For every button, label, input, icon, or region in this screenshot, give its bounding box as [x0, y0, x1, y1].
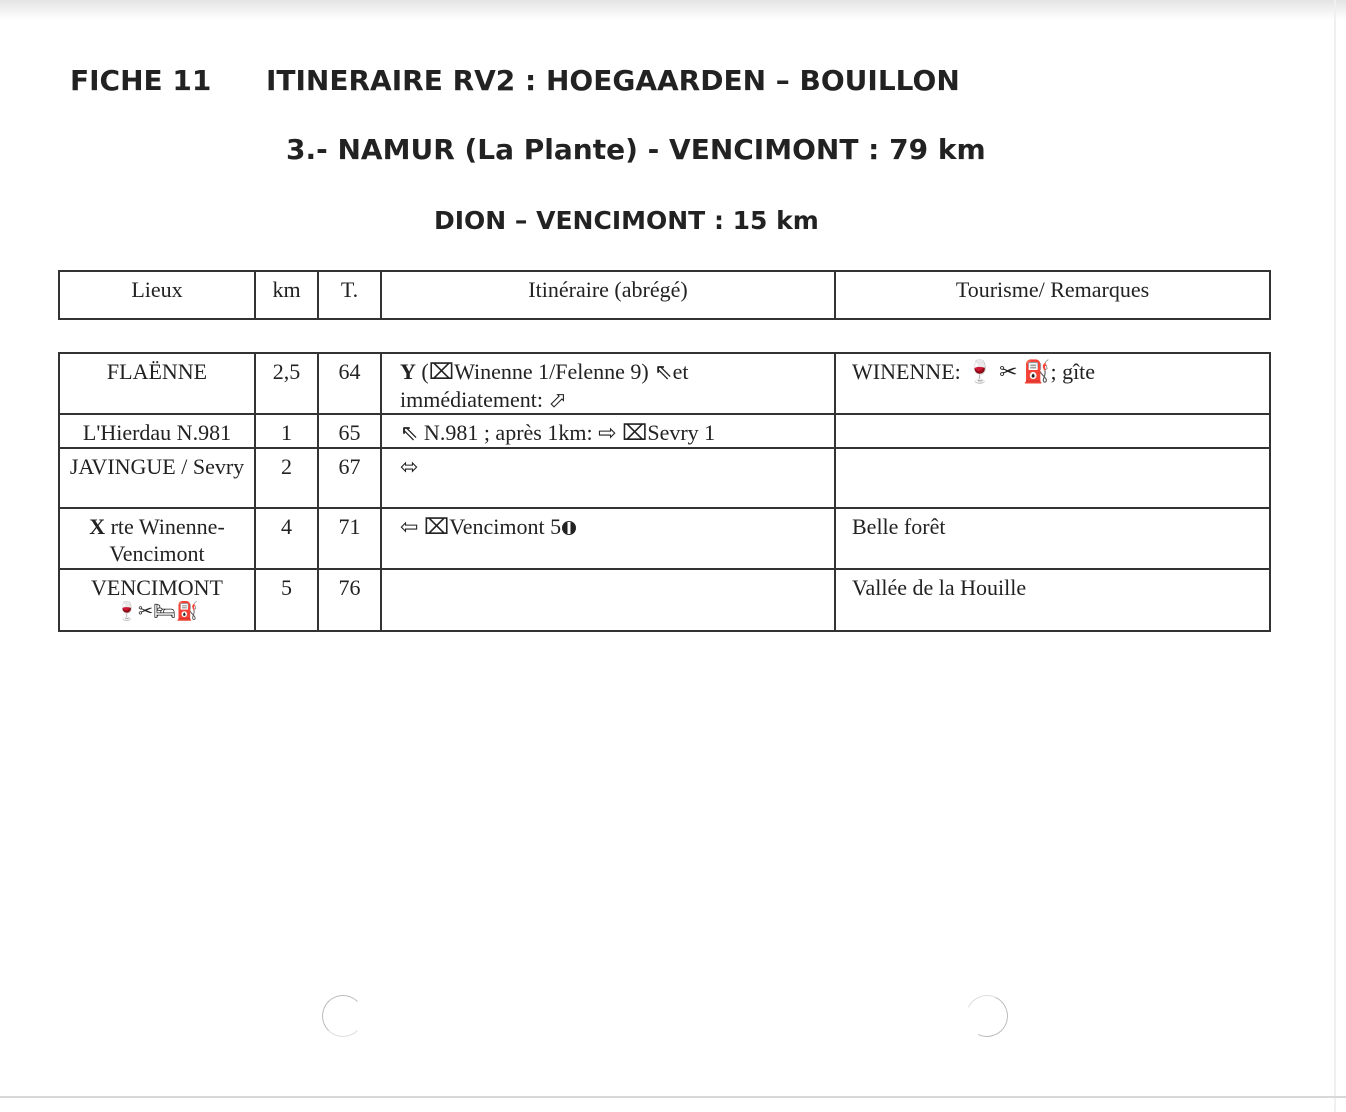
- header-t: T.: [318, 271, 381, 319]
- cell-itineraire: ⇖ N.981 ; après 1km: ⇨ ⌧Sevry 1: [381, 414, 835, 448]
- cell-km: 1: [255, 414, 318, 448]
- table-row: [59, 569, 1270, 631]
- cell-t: 67: [318, 448, 381, 508]
- cell-itineraire: [381, 508, 835, 569]
- cell-tourisme: Vallée de la Houille: [835, 569, 1270, 631]
- cell-itineraire: [381, 353, 835, 414]
- page-edge: [1334, 0, 1336, 1112]
- column-header-table: [58, 270, 1271, 320]
- scan-shadow: [0, 0, 1346, 20]
- lieu-text: VENCIMONT: [91, 574, 223, 600]
- cell-km: 2: [255, 448, 318, 508]
- crossroads-marker: X: [89, 513, 106, 539]
- junction-marker: Y: [400, 359, 416, 384]
- cell-lieu: L'Hierdau N.981: [59, 414, 255, 448]
- section-title: DION – VENCIMONT : 15 km: [434, 206, 819, 235]
- cell-tourisme: WINENNE: 🍷 ✂ ⛽; gîte: [835, 353, 1270, 414]
- table-row: [59, 448, 1270, 508]
- cell-t: 65: [318, 414, 381, 448]
- cell-km: 5: [255, 569, 318, 631]
- itinerary-table: [58, 352, 1271, 632]
- header-lieux: Lieux: [59, 271, 255, 319]
- itineraire-text: ⇦ ⌧Vencimont 5: [400, 513, 562, 539]
- stop-sign-icon: [561, 520, 577, 536]
- amenity-icons: 🍷✂🛏⛽: [115, 601, 199, 622]
- cell-km: 2,5: [255, 353, 318, 414]
- header-row: [59, 271, 1270, 319]
- cell-km: 4: [255, 508, 318, 569]
- table-row: [59, 508, 1270, 569]
- scan-edge-line: [0, 1096, 1346, 1098]
- cell-lieu: FLAËNNE: [59, 353, 255, 414]
- binder-hole: [322, 995, 364, 1037]
- cell-lieu: JAVINGUE / Sevry: [59, 448, 255, 508]
- cell-itineraire: [381, 569, 835, 631]
- stage-title: 3.- NAMUR (La Plante) - VENCIMONT : 79 km: [286, 133, 986, 166]
- itineraire-text: (⌧Winenne 1/Felenne 9) ⇖et immédiatement: ⬀: [400, 359, 689, 412]
- header-km: km: [255, 271, 318, 319]
- binder-hole: [960, 989, 1014, 1043]
- cell-tourisme: Belle forêt: [835, 508, 1270, 569]
- table-row: [59, 414, 1270, 448]
- cell-tourisme: [835, 414, 1270, 448]
- header-tourisme: Tourisme/ Remarques: [835, 271, 1270, 319]
- cell-lieu: [59, 508, 255, 569]
- route-title: ITINERAIRE RV2 : HOEGAARDEN – BOUILLON: [266, 64, 960, 97]
- cell-t: 71: [318, 508, 381, 569]
- cell-itineraire: ⬄: [381, 448, 835, 508]
- lieu-text: rte Winenne-Vencimont: [109, 513, 225, 566]
- cell-t: 76: [318, 569, 381, 631]
- cell-tourisme: [835, 448, 1270, 508]
- cell-t: 64: [318, 353, 381, 414]
- cell-lieu: [59, 569, 255, 631]
- header-itineraire: Itinéraire (abrégé): [381, 271, 835, 319]
- table-row: [59, 353, 1270, 414]
- fiche-number: FICHE 11: [70, 64, 212, 97]
